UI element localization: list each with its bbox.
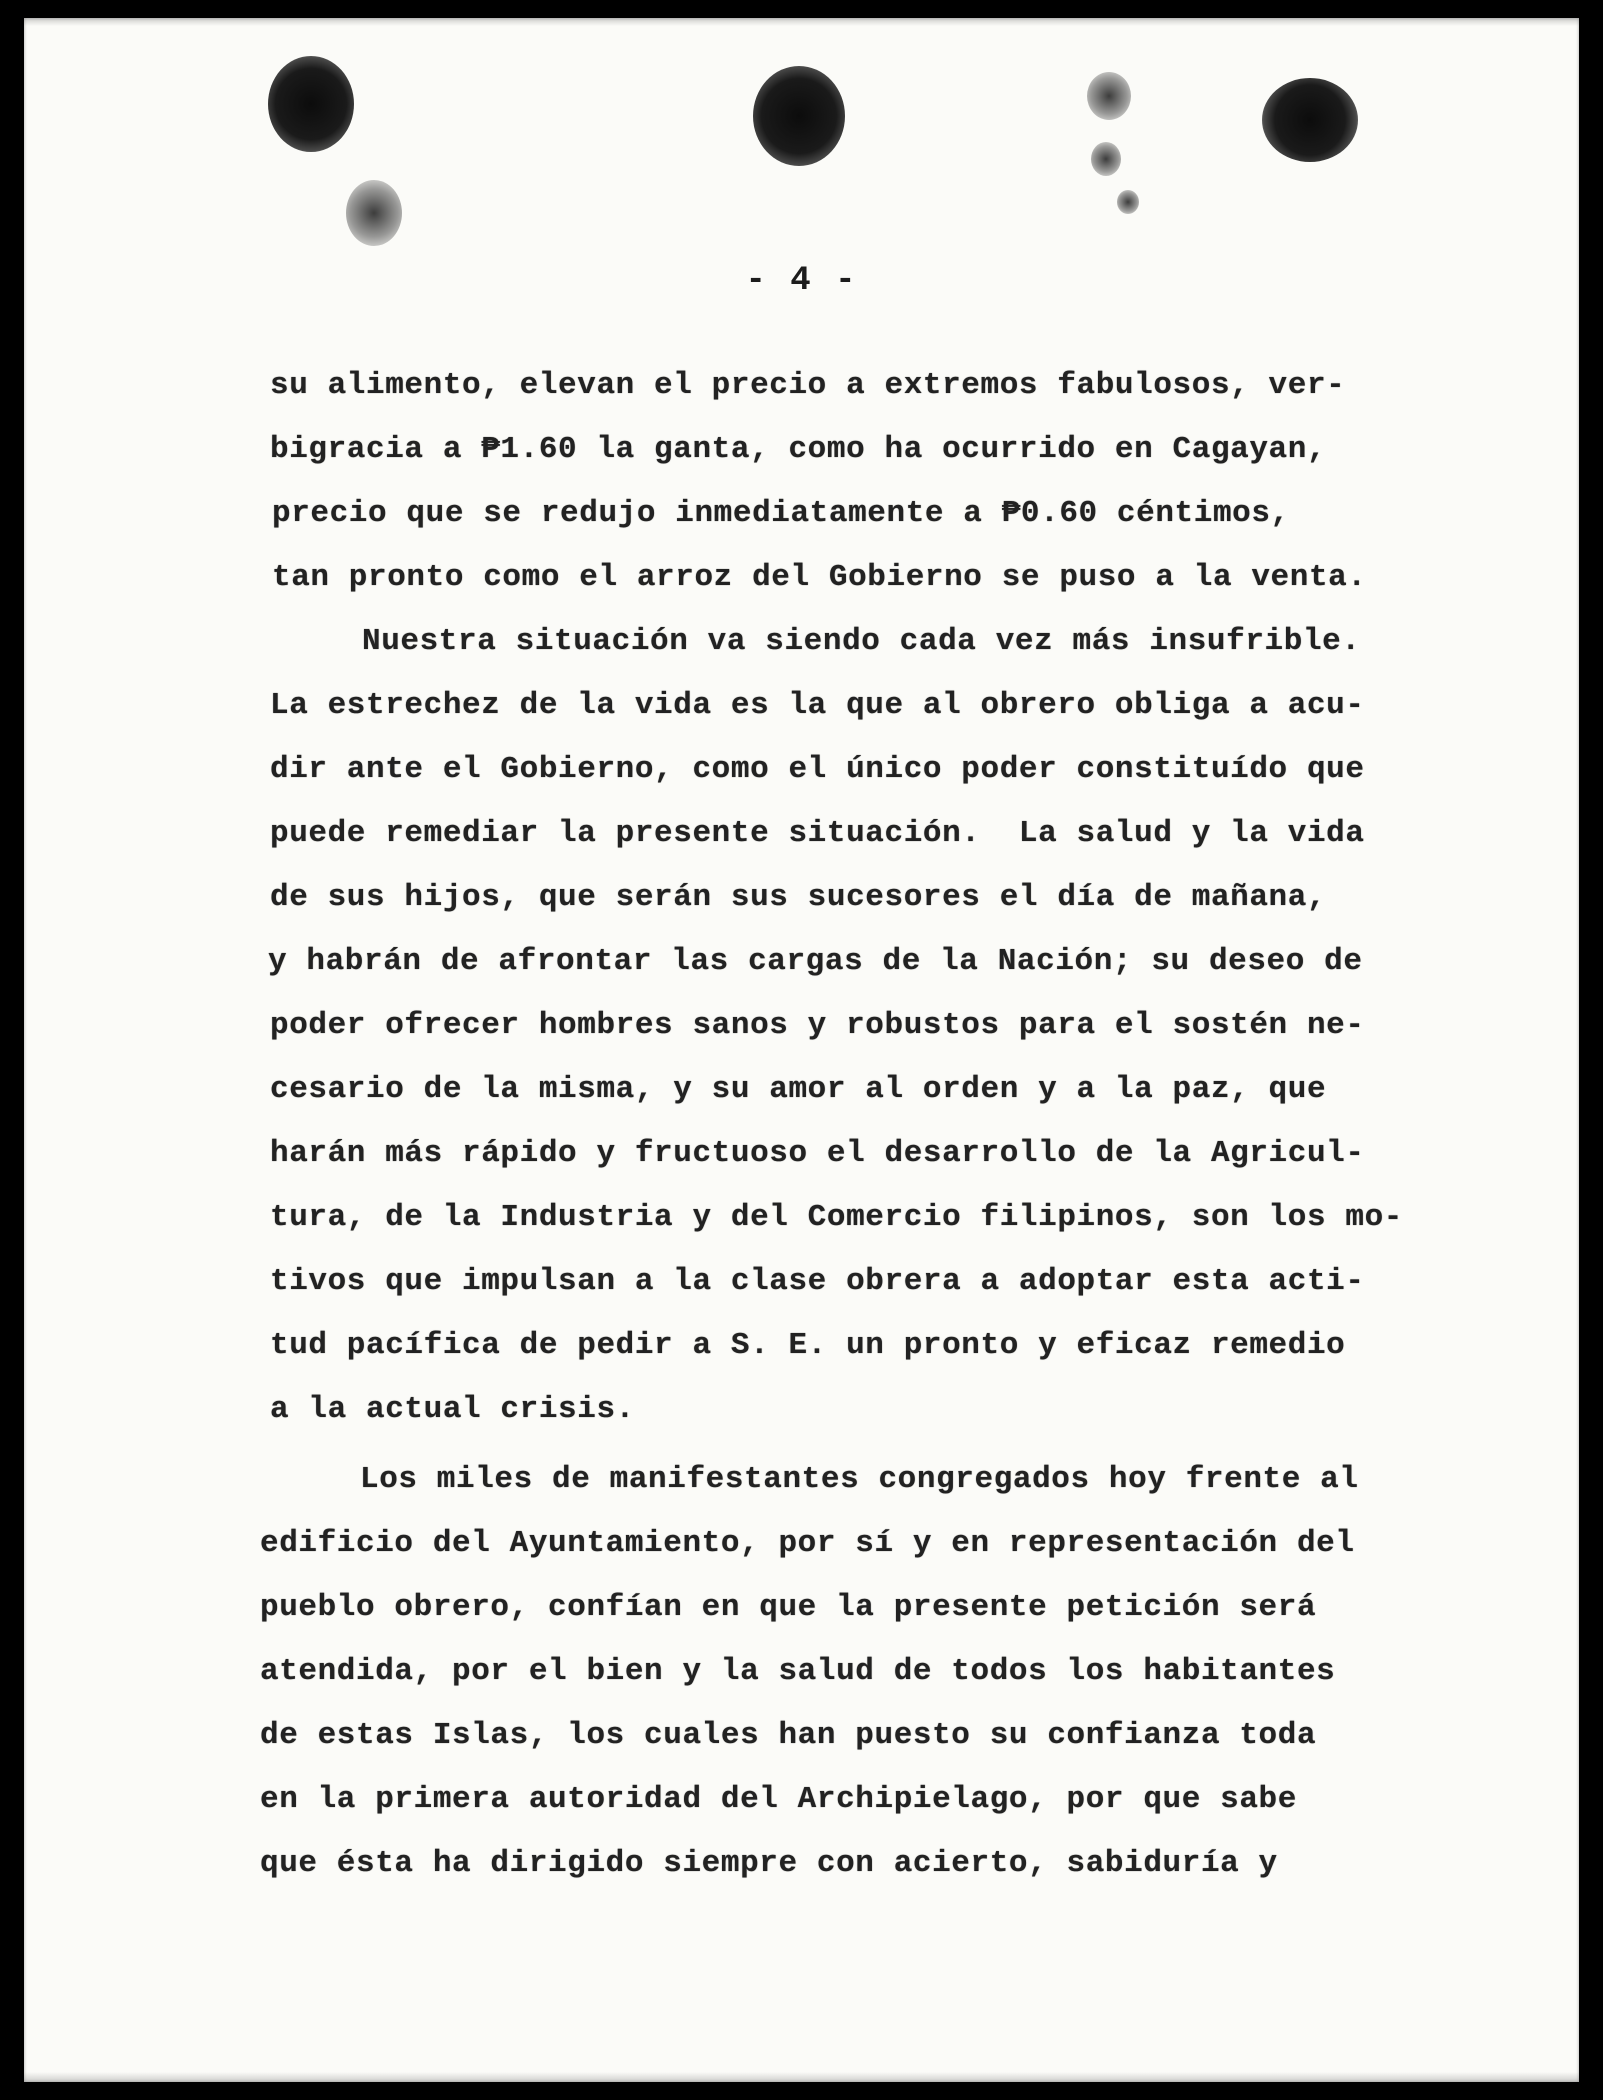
text-line: que ésta ha dirigido siempre con acierto, sabiduría y [260,1846,1278,1881]
stain-center-right [1087,72,1131,120]
punch-hole-center [753,66,845,166]
page-edge-top [24,18,1579,26]
punch-hole-right [1262,78,1358,162]
text-line: poder ofrecer hombres sanos y robustos para el sostén ne- [270,1008,1365,1043]
text-line: su alimento, elevan el precio a extremos fabulosos, ver- [270,368,1346,403]
text-line: edificio del Ayuntamiento, por sí y en representación del [260,1526,1355,1561]
text-line: atendida, por el bien y la salud de todos los habitantes [260,1654,1336,1689]
text-line: harán más rápido y fructuoso el desarrollo de la Agricul- [270,1136,1365,1171]
text-line: dir ante el Gobierno, como el único poder constituído que [270,752,1365,787]
stain-center-right-small [1091,142,1121,176]
page-edge-bottom [24,2072,1579,2082]
text-line: y habrán de afrontar las cargas de la Nación; su deseo de [268,944,1363,979]
document-page [24,18,1579,2082]
text-line: bigracia a ₱1.60 la ganta, como ha ocurrido en Cagayan, [270,432,1327,467]
text-line: a la actual crisis. [270,1392,635,1427]
text-line: Los miles de manifestantes congregados hoy frente al [360,1462,1359,1497]
text-line: puede remediar la presente situación. La salud y la vida [270,816,1365,851]
text-line: La estrechez de la vida es la que al obrero obliga a acu- [270,688,1365,723]
text-line: en la primera autoridad del Archipielago, por que sabe [260,1782,1297,1817]
stain-center-right-dot [1117,190,1139,214]
text-line: pueblo obrero, confían en que la presente petición será [260,1590,1317,1625]
text-line: Nuestra situación va siendo cada vez más insufrible. [362,624,1361,659]
page-number: - 4 - [745,262,858,300]
punch-hole-left [268,56,354,152]
text-line: precio que se redujo inmediatamente a ₱0.60 céntimos, [272,496,1290,531]
stain-left [346,180,402,246]
text-line: de estas Islas, los cuales han puesto su confianza toda [260,1718,1317,1753]
text-line: tivos que impulsan a la clase obrera a adoptar esta acti- [270,1264,1365,1299]
text-line: de sus hijos, que serán sus sucesores el día de mañana, [270,880,1327,915]
text-line: cesario de la misma, y su amor al orden y a la paz, que [270,1072,1327,1107]
text-line: tura, de la Industria y del Comercio filipinos, son los mo- [270,1200,1403,1235]
text-line: tan pronto como el arroz del Gobierno se puso a la venta. [272,560,1367,595]
text-line: tud pacífica de pedir a S. E. un pronto y eficaz remedio [270,1328,1346,1363]
